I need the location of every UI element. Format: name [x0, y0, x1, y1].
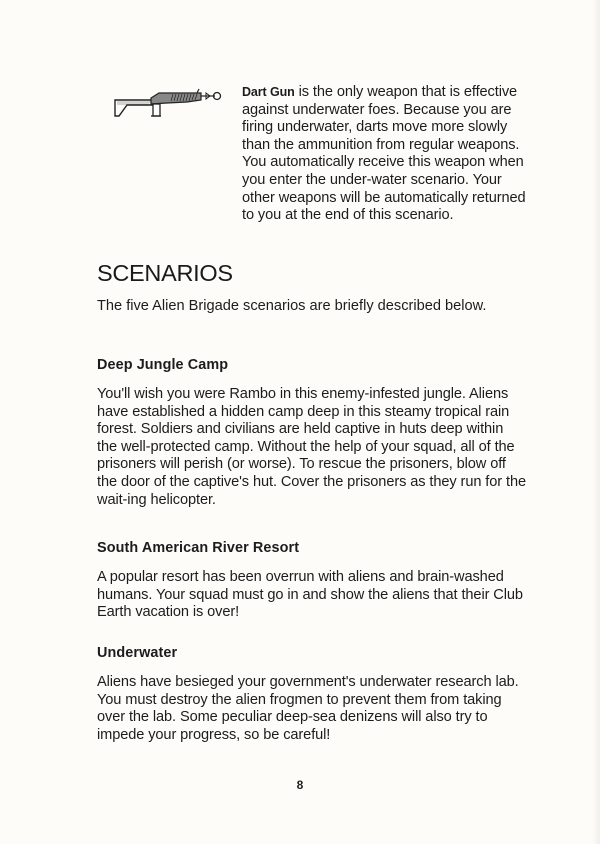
weapon-entry — [0, 0, 600, 250]
weapon-description — [242, 84, 527, 225]
scenario-deep-jungle-camp — [97, 356, 527, 509]
scenario-title: Deep Jungle Camp — [97, 357, 229, 373]
scenario-description: You'll wish you were Rambo in this enemy-infested jungle. Aliens have established a hidden camp deep in this steamy tropical rain forest. Soldiers and civilians are held captive in huts deep within the well-protected camp. Without the help of your squad, all of the prisoners will perish (or worse). To rescue the prisoners, blow off the door of the captive's hut. Cover the prisoners as they run for the wait-ing helicopter. — [97, 386, 526, 508]
section-title: SCENARIOS — [97, 260, 233, 286]
weapon-name: Dart Gun — [242, 85, 295, 99]
scenario-title: South American River Resort — [97, 540, 300, 556]
weapon-description-text: is the only weapon that is effective against underwater foes. Because you are firing underwater, darts move more slowly than the ammunition from regular weapons. You automatically receive this weapon when you enter the under-water scenario. Your other weapons will be automatically returned to you at the end of this scenario. — [242, 84, 526, 224]
dart-gun-icon — [113, 88, 223, 122]
scenario-description: Aliens have besieged your government's underwater research lab. You must destroy the alien frogmen to prevent them from taking over the lab. Some peculiar deep-sea denizens will also try to impede your progress, so be careful! — [97, 674, 519, 743]
scenario-underwater — [97, 644, 527, 744]
scenario-south-american-river-resort — [97, 539, 527, 622]
scenario-title: Underwater — [97, 645, 178, 661]
scenario-description: A popular resort has been overrun with aliens and brain-washed humans. Your squad must go in and show the aliens that their Club Earth vacation is over! — [97, 569, 523, 621]
section-intro: The five Alien Brigade scenarios are briefly described below. — [97, 298, 487, 314]
page-number: 8 — [296, 778, 304, 792]
